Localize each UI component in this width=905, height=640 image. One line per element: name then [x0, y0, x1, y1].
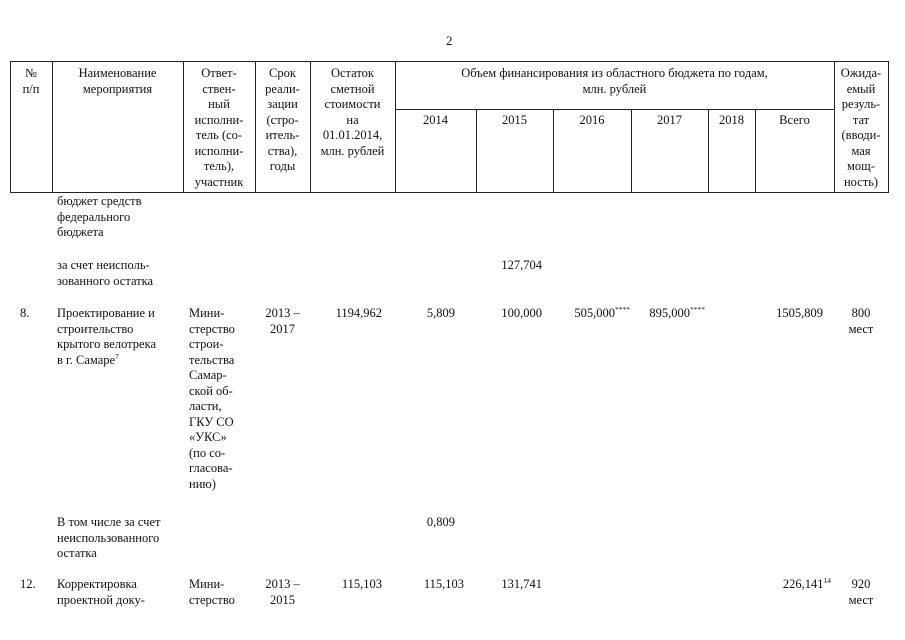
row-12-2015: 131,741: [501, 577, 542, 591]
header-name: Наименование мероприятия: [78, 66, 157, 96]
page-number: 2: [446, 33, 453, 48]
unused-remainder-2015: 127,704: [501, 258, 542, 272]
header-year-2016: 2016: [579, 113, 605, 127]
row-12-name: Корректировка проектной доку-: [57, 577, 145, 607]
row-12-total: 226,141$^{14}$: [782, 575, 831, 591]
row-8-executor: Мини- стерство строи- тельства Самар- ской об- ласти, ГКУ СО «УКС» (по со- гласова- нию): [189, 306, 235, 491]
header-year-2018: 2018: [719, 113, 744, 127]
row-12-period: 2013 – 2015: [265, 577, 300, 607]
header-period: Срок реали- зации (стро- итель- ства), годы: [265, 66, 300, 173]
header-remainder: Остаток сметной стоимости на 01.01.2014, млн. рублей: [320, 66, 385, 158]
row-8-name: Проектирование и строительство крытого велотрека в г. Самаре$^7$: [57, 306, 157, 367]
header-number: № п/п: [22, 66, 40, 96]
header-year-2015: 2015: [502, 113, 527, 127]
continued-name: бюджет средств федерального бюджета: [57, 194, 142, 239]
row-8-total: 1505,809: [776, 306, 823, 320]
row-8-2017: 895,000****: [649, 304, 705, 320]
row-8-result: 800 мест: [848, 306, 874, 336]
row-8-period: 2013 – 2017: [265, 306, 300, 336]
header-result: Ожида- емый резуль- тат (вводи- мая мощ- ность): [840, 66, 882, 189]
row-8-sub-name: В том числе за счет неиспользованного остатка: [57, 515, 161, 560]
row-12-number: 12.: [20, 577, 36, 591]
row-8-remainder: 1194,962: [335, 306, 382, 320]
row-8-sub-2014: 0,809: [426, 515, 455, 529]
row-12-result: 920 мест: [848, 577, 874, 607]
header-total: Всего: [779, 113, 810, 127]
row-12-executor: Мини- стерство: [189, 577, 235, 607]
row-12-2014: 115,103: [423, 577, 464, 591]
row-8-2016: 505,000****: [574, 304, 630, 320]
row-12-remainder: 115,103: [341, 577, 382, 591]
unused-remainder-name: за счет неисполь- зованного остатка: [57, 258, 154, 288]
row-8-number: 8.: [20, 306, 30, 320]
header-executor: Ответ- ствен- ный исполни- тель (со- исполни- тель), участник: [194, 66, 244, 189]
header-year-2017: 2017: [657, 113, 682, 127]
header-financing: Объем финансирования из областного бюджета по годам, млн. рублей: [461, 66, 768, 96]
row-8-2014: 5,809: [426, 306, 455, 320]
row-8-2015: 100,000: [501, 306, 542, 320]
header-year-2014: 2014: [423, 113, 448, 127]
